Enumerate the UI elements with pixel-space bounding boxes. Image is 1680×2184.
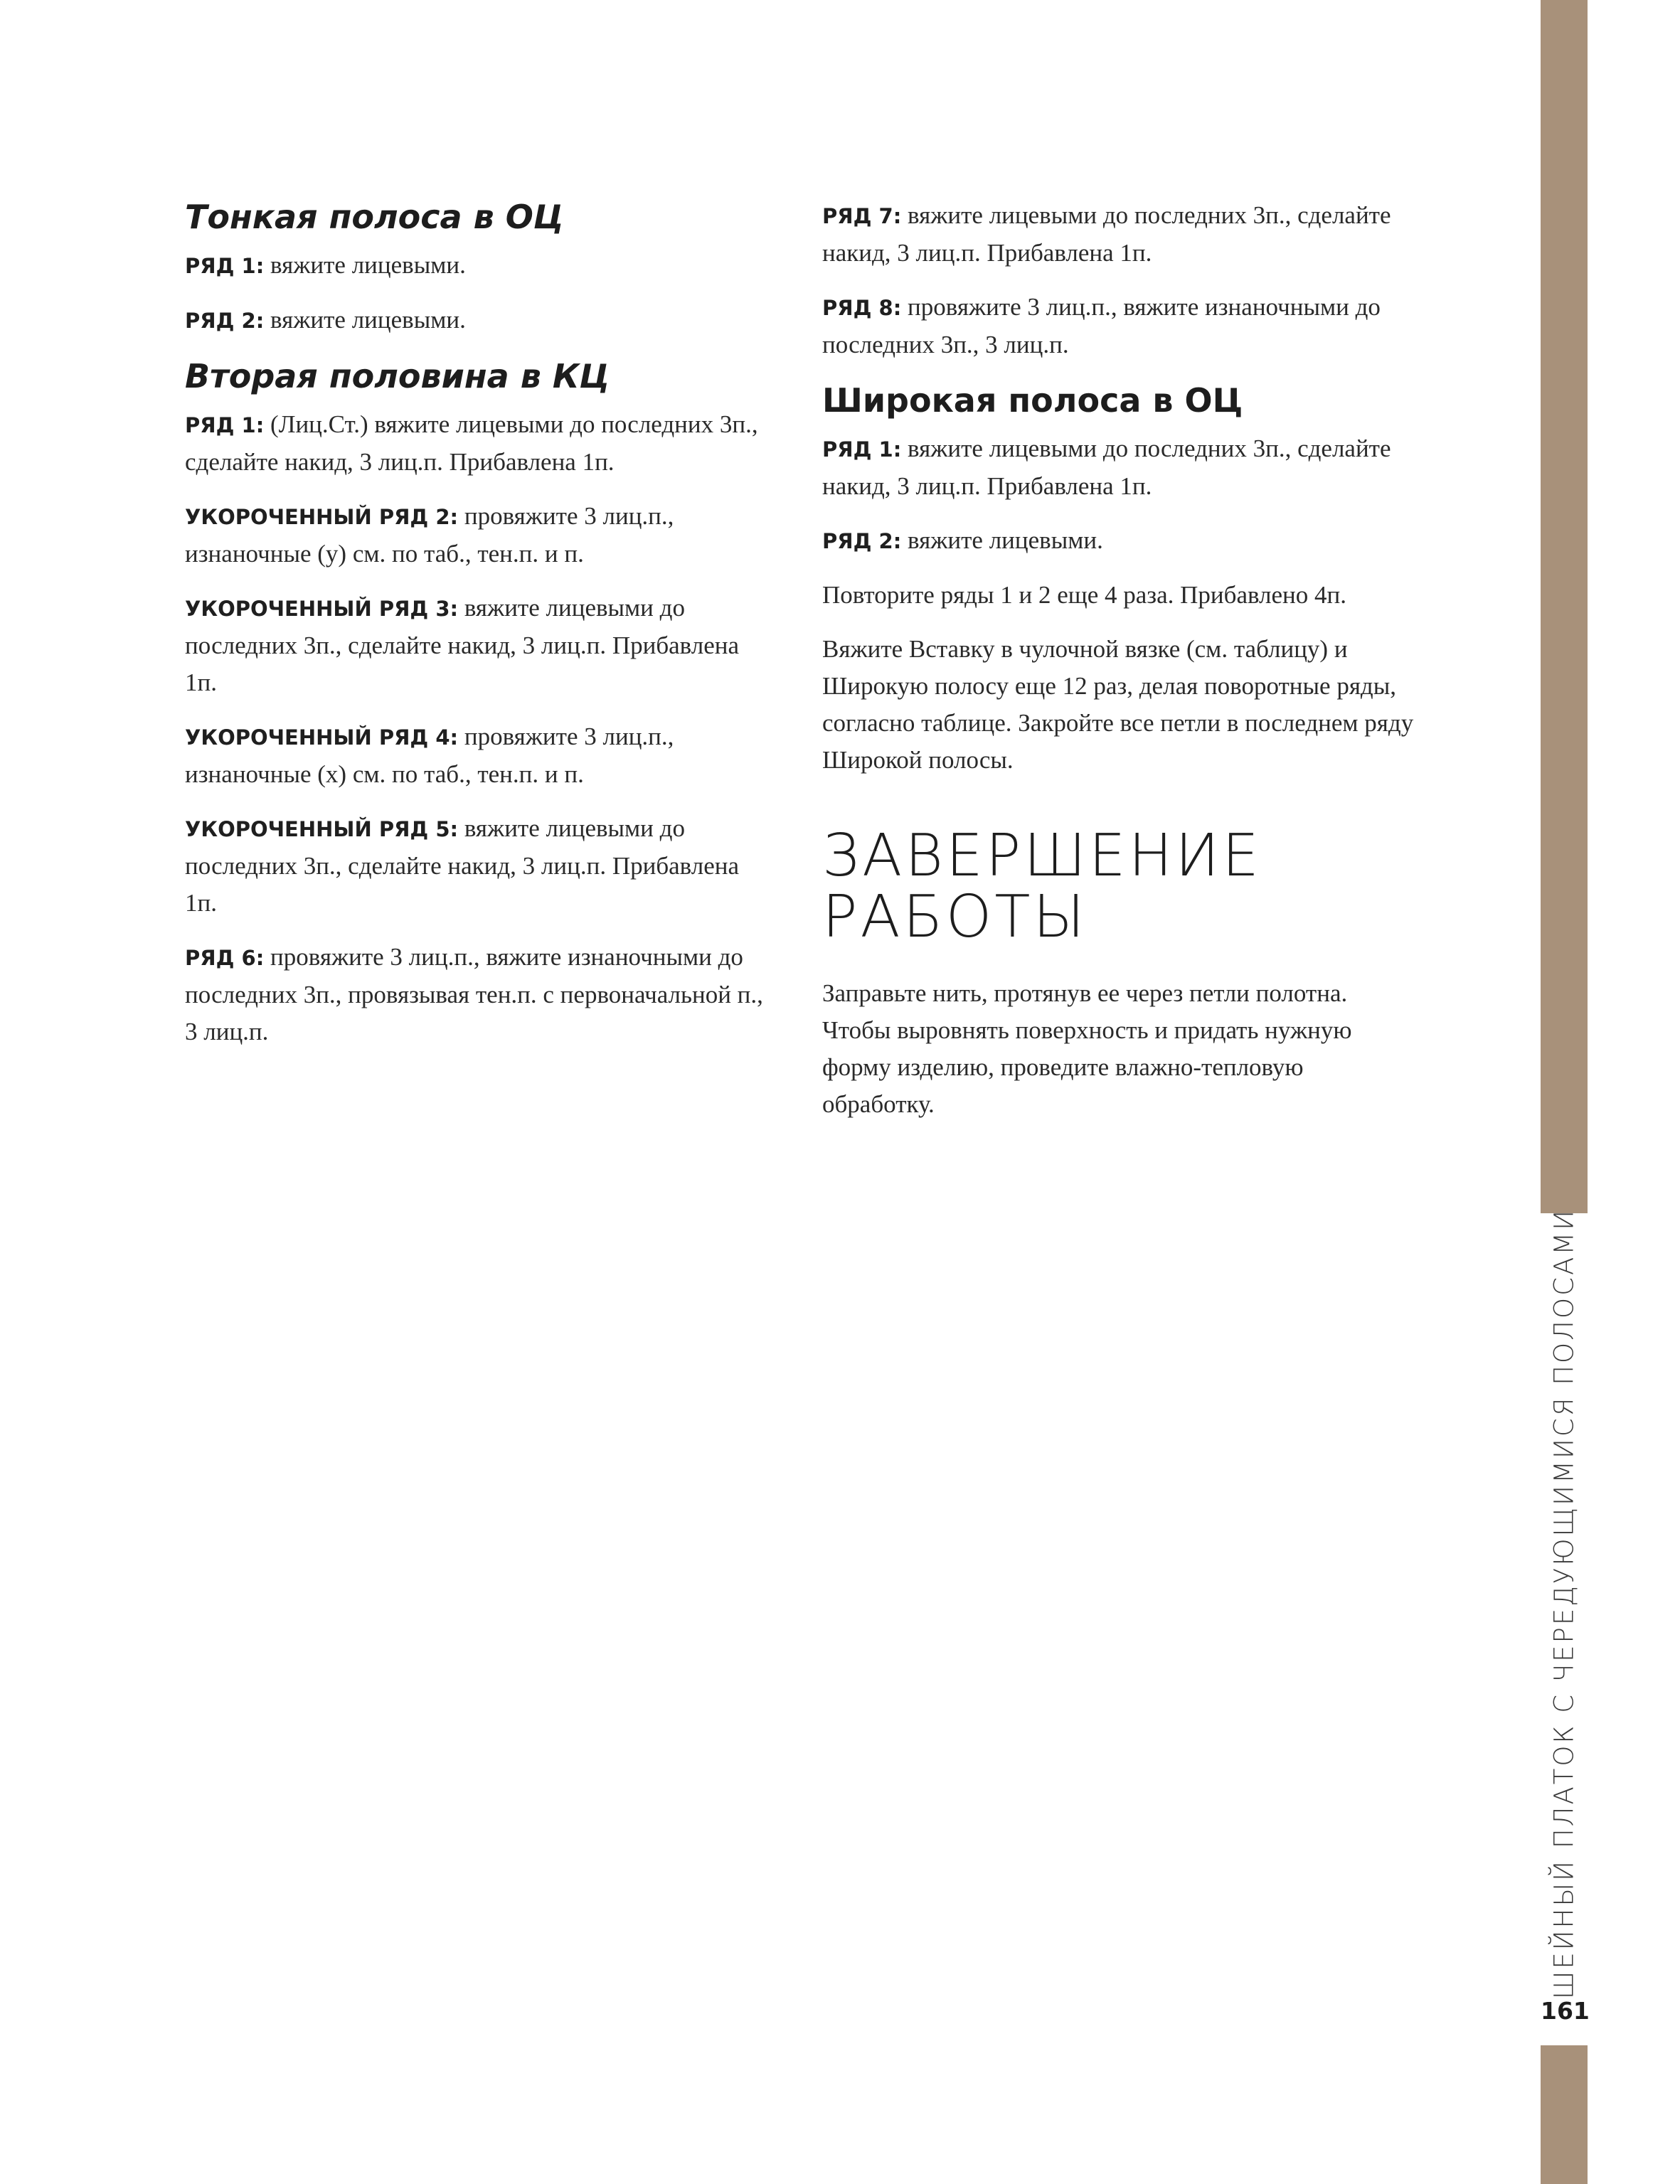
row-text: вяжите лицевыми. xyxy=(901,526,1103,554)
row-label: РЯД 8: xyxy=(822,296,902,320)
row-instruction xyxy=(822,197,1420,272)
row-instruction xyxy=(822,289,1420,363)
finishing-title-line2: РАБОТЫ xyxy=(822,883,1088,951)
row-label: РЯД 1: xyxy=(185,413,265,437)
row-label: УКОРОЧЕННЫЙ РЯД 2: xyxy=(185,505,459,529)
row-text: провяжите 3 лиц.п., изнаночные (y) см. по таб., тен.п. и п. xyxy=(185,502,674,568)
row-label: РЯД 6: xyxy=(185,946,265,970)
row-label: РЯД 1: xyxy=(822,437,902,462)
row-text: вяжите лицевыми до последних 3п., сделайте накид, 3 лиц.п. Прибавлена 1п. xyxy=(822,201,1391,267)
row-label: РЯД 1: xyxy=(185,254,265,278)
row-instruction xyxy=(185,718,768,793)
row-instruction xyxy=(185,406,768,481)
row-text: вяжите лицевыми. xyxy=(264,251,466,279)
section-heading-thin-stripe: Тонкая полоса в ОЦ xyxy=(185,198,564,236)
row-label: РЯД 2: xyxy=(185,309,265,333)
body-paragraph: Вяжите Вставку в чулочной вязке (см. таблицу) и Широкую полосу еще 12 раз, делая поворотные ряды, согласно таблице. Закройте все петли в последнем ряду Широкой полосы. xyxy=(822,635,1414,774)
row-label: РЯД 7: xyxy=(822,204,902,228)
finishing-title xyxy=(822,822,1420,951)
row-label: УКОРОЧЕННЫЙ РЯД 3: xyxy=(185,597,459,621)
row-label: УКОРОЧЕННЫЙ РЯД 5: xyxy=(185,817,459,841)
row-instruction xyxy=(185,810,768,922)
row-text: провяжите 3 лиц.п., изнаночные (x) см. по таб., тен.п. и п. xyxy=(185,723,674,788)
finishing-paragraph: Заправьте нить, протянув ее через петли полотна. Чтобы выровнять поверхность и придать нужную форму изделию, проведите влажно-тепловую обработку. xyxy=(822,979,1352,1118)
side-tab-top xyxy=(1541,0,1588,1213)
row-text: провяжите 3 лиц.п., вяжите изнаночными до последних 3п., провязывая тен.п. с первоначальной п., 3 лиц.п. xyxy=(185,943,763,1045)
row-instruction xyxy=(185,302,768,339)
row-text: вяжите лицевыми до последних 3п., сделайте накид, 3 лиц.п. Прибавлена 1п. xyxy=(185,814,740,917)
row-instruction xyxy=(185,590,768,701)
row-text: вяжите лицевыми. xyxy=(264,306,466,334)
row-instruction xyxy=(822,430,1420,505)
row-text: провяжите 3 лиц.п., вяжите изнаночными до последних 3п., 3 лиц.п. xyxy=(822,293,1381,358)
row-instruction xyxy=(822,522,1420,560)
side-tab-bottom xyxy=(1541,2045,1588,2184)
section-heading-second-half: Вторая половина в КЦ xyxy=(185,357,610,395)
left-column xyxy=(185,197,768,1067)
finishing-title-line1: ЗАВЕРШЕНИЕ xyxy=(822,822,1262,890)
body-paragraph: Повторите ряды 1 и 2 еще 4 раза. Прибавлено 4п. xyxy=(822,581,1347,609)
row-text: вяжите лицевыми до последних 3п., сделайте накид, 3 лиц.п. Прибавлена 1п. xyxy=(822,435,1391,500)
row-instruction xyxy=(185,498,768,572)
row-text: (Лиц.Ст.) вяжите лицевыми до последних 3п., сделайте накид, 3 лиц.п. Прибавлена 1п. xyxy=(185,410,758,476)
row-instruction xyxy=(185,247,768,284)
row-label: РЯД 2: xyxy=(822,529,902,553)
row-instruction xyxy=(185,939,768,1050)
side-chapter-title: ШЕЙНЫЙ ПЛАТОК С ЧЕРЕДУЮЩИМИСЯ ПОЛОСАМИ xyxy=(1548,1208,1580,2000)
row-label: УКОРОЧЕННЫЙ РЯД 4: xyxy=(185,725,459,750)
section-heading-wide-stripe: Широкая полоса в ОЦ xyxy=(822,381,1243,420)
page-number: 161 xyxy=(1541,1997,1590,2025)
right-column xyxy=(822,197,1420,1140)
row-text: вяжите лицевыми до последних 3п., сделайте накид, 3 лиц.п. Прибавлена 1п. xyxy=(185,594,740,696)
